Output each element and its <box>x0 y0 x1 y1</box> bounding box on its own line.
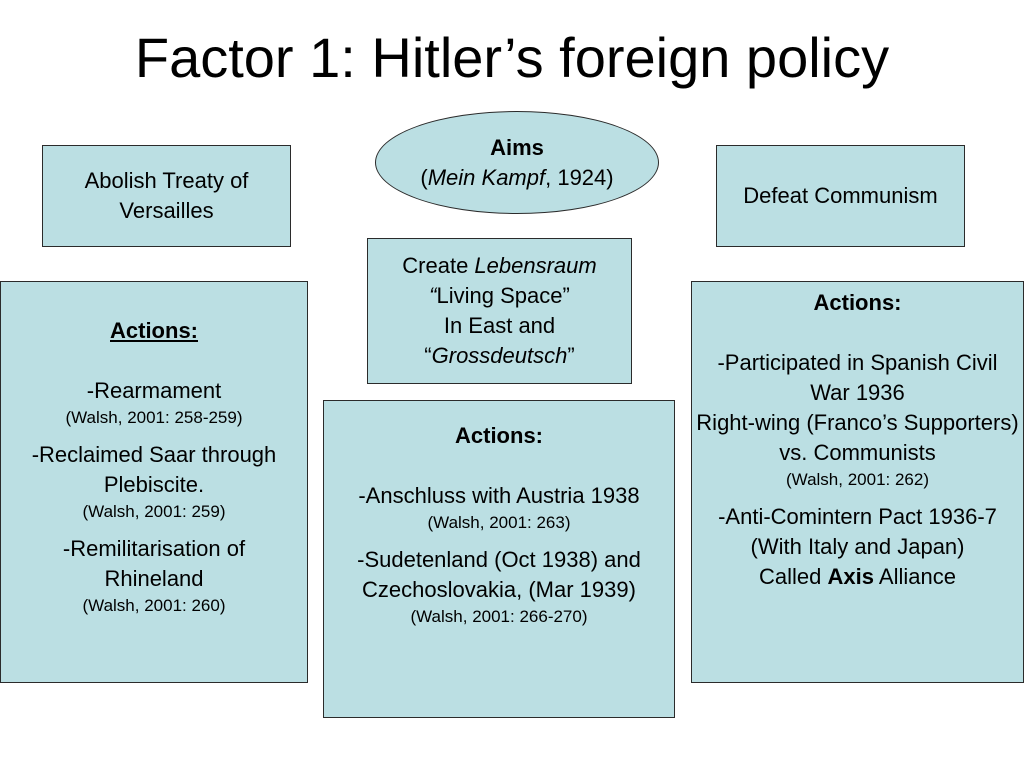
actions-center-heading: Actions: <box>455 423 543 448</box>
aim-defeat-communism-box <box>716 145 965 247</box>
citation: (Walsh, 2001: 262) <box>786 470 929 489</box>
citation: (Walsh, 2001: 258-259) <box>65 408 243 427</box>
action-item: -Anschluss with Austria 1938 (Walsh, 2001: 263) <box>328 481 670 535</box>
actions-right-heading: Actions: <box>813 290 902 315</box>
axis-term: Axis <box>827 564 874 589</box>
citation: (Walsh, 2001: 260) <box>82 596 226 615</box>
grossdeutsch-term: Grossdeutsch <box>431 343 568 368</box>
actions-right-box <box>691 281 1024 683</box>
aims-source: (Mein Kampf, 1924) <box>420 164 614 190</box>
aim-defeat-communism-text: Defeat Communism <box>743 183 938 208</box>
citation: (Walsh, 2001: 266-270) <box>410 607 588 626</box>
aims-oval <box>375 111 659 214</box>
action-item: -Anti-Comintern Pact 1936-7 (With Italy and Japan) Called Axis Alliance <box>718 504 997 589</box>
actions-left-box <box>0 281 308 683</box>
action-item: -Rearmament (Walsh, 2001: 258-259) <box>7 376 301 430</box>
lebensraum-term: Lebensraum <box>474 253 597 278</box>
action-item: -Sudetenland (Oct 1938) and Czechoslovakia, (Mar 1939) (Walsh, 2001: 266-270) <box>328 545 670 629</box>
action-item: -Remilitarisation of Rhineland (Walsh, 2001: 260) <box>7 534 301 618</box>
citation: (Walsh, 2001: 259) <box>82 502 226 521</box>
actions-left-heading: Actions: <box>110 318 198 343</box>
citation: (Walsh, 2001: 263) <box>427 513 571 532</box>
slide-title: Factor 1: Hitler’s foreign policy <box>134 26 890 89</box>
aim-abolish-treaty-text: Abolish Treaty of Versailles <box>84 168 249 223</box>
actions-center-box <box>323 400 675 718</box>
aim-abolish-treaty-box <box>42 145 291 247</box>
aim-lebensraum-box: Create Lebensraum “Living Space” In East and “Grossdeutsch” <box>367 238 632 384</box>
action-item: -Reclaimed Saar through Plebiscite. (Walsh, 2001: 259) <box>7 440 301 524</box>
action-item: -Participated in Spanish Civil War 1936 Right-wing (Franco’s Supporters) vs. Communists (Walsh, 2001: 262) <box>694 348 1021 492</box>
book-title: Mein Kampf <box>427 164 546 190</box>
aims-heading: Aims <box>490 134 544 160</box>
